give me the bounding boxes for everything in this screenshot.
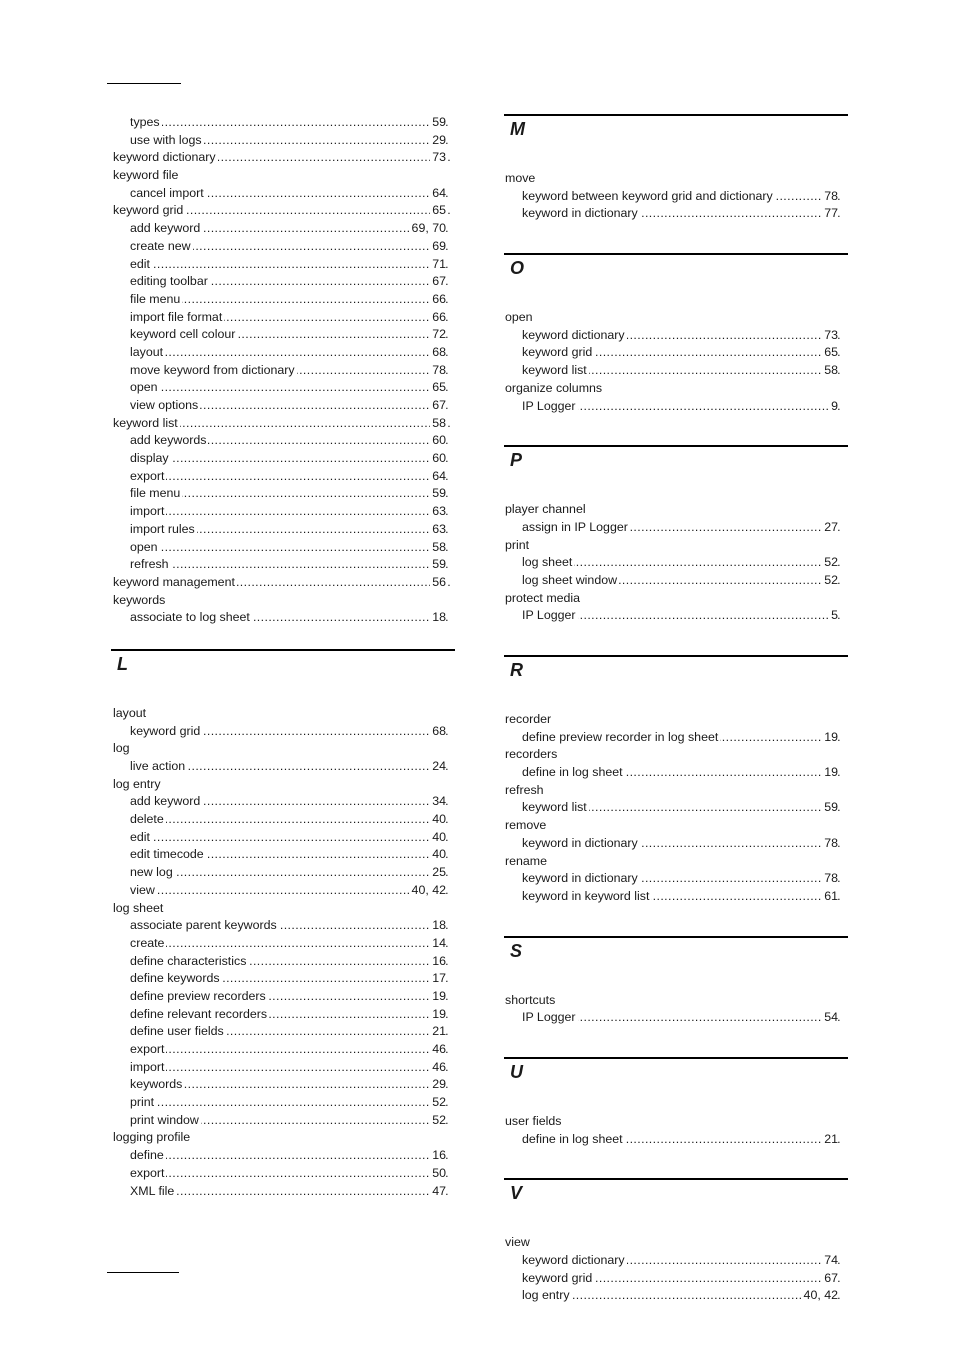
index-subentry [113, 326, 450, 344]
entry-page-number: 50 [430, 1165, 446, 1183]
entry-page-number: 21 [822, 1131, 838, 1149]
header-rule [107, 83, 181, 84]
entry-term: edit [130, 256, 150, 271]
entry-term: assign in IP Logger [522, 519, 628, 534]
entry-page-number: 18 [430, 609, 446, 627]
index-subentry [113, 1165, 450, 1183]
entry-page-number: 17 [430, 970, 446, 988]
entry-term: log sheet window [522, 572, 618, 587]
entry-term: logging profile [113, 1130, 191, 1145]
entry-term: open [130, 380, 158, 395]
index-subentry [505, 607, 842, 625]
entry-term: import [130, 504, 165, 519]
entry-page-number: 52 [822, 572, 838, 590]
index-subentry [113, 220, 450, 238]
entry-page-number: 16 [430, 953, 446, 971]
entry-term: define in log sheet [522, 765, 623, 780]
entry-page-number: 27 [822, 519, 838, 537]
entry-term: import rules [130, 521, 195, 536]
entry-page-number: 5 [829, 607, 838, 625]
entry-term: IP Logger [522, 608, 576, 623]
entry-term: keyword management [113, 574, 235, 589]
index-subentry [113, 521, 450, 539]
entry-term: refresh [505, 782, 544, 797]
index-subentry [505, 1009, 842, 1027]
index-subentry [505, 729, 842, 747]
index-subentry [113, 432, 450, 450]
index-entry [113, 592, 450, 610]
index-subentry [505, 835, 842, 853]
section-letter-heading: L [111, 649, 455, 687]
index-subentry [113, 935, 450, 953]
entry-page-number: 29 [430, 132, 446, 150]
entry-term: view [505, 1235, 530, 1250]
entry-term: view options [130, 398, 199, 412]
entry-term: types [130, 115, 160, 129]
index-subentry [113, 397, 450, 415]
index-entry [505, 1113, 842, 1131]
entry-page-number: 14 [430, 935, 446, 953]
entry-term: layout [130, 344, 164, 359]
index-subentry [113, 1147, 450, 1165]
index-subentry [113, 723, 450, 741]
entry-term: player channel [505, 502, 586, 517]
entry-term: define preview recorder in log sheet [522, 729, 719, 744]
entry-page-number: 52 [822, 554, 838, 572]
entry-term: log entry [113, 776, 161, 791]
index-subentry [505, 764, 842, 782]
entry-page-number: 21 [430, 1023, 446, 1041]
entry-term: user fields [505, 1113, 562, 1128]
index-subentry [113, 1041, 450, 1059]
index-subentry [113, 379, 450, 397]
entry-term: log sheet [522, 555, 573, 570]
index-subentry [113, 1006, 450, 1024]
index-entry [505, 380, 842, 398]
entry-page-number: 58 [430, 415, 446, 433]
section-letter-heading: P [504, 445, 848, 483]
index-subentry [505, 888, 842, 906]
entry-term: new log [130, 865, 173, 880]
entry-page-number: 78 [430, 362, 446, 380]
entry-term: keyword dictionary [522, 327, 625, 342]
entry-term: editing toolbar [130, 274, 208, 289]
index-section-u [504, 1057, 842, 1148]
entry-term: define in log sheet [522, 1131, 623, 1146]
section-letter-heading: M [504, 114, 848, 152]
entry-page-number: 18 [430, 917, 446, 935]
entry-term: keyword between keyword grid and dictionary [522, 188, 773, 203]
entry-page-number: 78 [822, 188, 838, 206]
entry-term: define user fields [130, 1024, 224, 1039]
index-subentry [505, 1131, 842, 1149]
entry-page-number: 46 [430, 1041, 446, 1059]
entry-term: edit [130, 829, 150, 844]
entry-page-number: 59 [430, 556, 446, 574]
index-entry [113, 705, 450, 723]
index-subentry [113, 1094, 450, 1112]
entry-page-number: 63 [430, 503, 446, 521]
index-subentry [113, 291, 450, 309]
index-subentry [113, 256, 450, 274]
index-subentry [113, 503, 450, 521]
entry-page-number: 78 [822, 835, 838, 853]
entry-page-number: 65 [430, 379, 446, 397]
entry-page-number: 64 [430, 185, 446, 203]
entry-page-number: 69, 70 [410, 220, 446, 238]
entry-page-number: 29 [430, 1076, 446, 1094]
entry-term: export [130, 468, 165, 483]
section-letter-heading: S [504, 936, 848, 974]
index-subentry [505, 1270, 842, 1288]
index-entry [505, 817, 842, 835]
entry-page-number: 59 [822, 799, 838, 817]
index-subentry [113, 556, 450, 574]
entry-term: log sheet [113, 900, 164, 915]
entry-term: keywords [113, 592, 166, 607]
entry-term: use with logs [130, 132, 202, 147]
index-subentry [505, 554, 842, 572]
entry-term: keyword dictionary [113, 150, 216, 165]
entry-term: define relevant recorders [130, 1006, 268, 1021]
entry-page-number: 40, 42 [802, 1287, 838, 1305]
entry-page-number: 40 [430, 829, 446, 847]
entry-page-number: 40 [430, 811, 446, 829]
entry-term: keyword in keyword list [522, 888, 650, 903]
entry-term: keyword grid [522, 1270, 593, 1285]
entry-page-number: 61 [822, 888, 838, 906]
section-letter-heading: R [504, 655, 848, 693]
entry-term: associate parent keywords [130, 918, 277, 933]
entry-term: file menu [130, 486, 181, 501]
entry-term: keyword grid [113, 203, 184, 218]
index-subentry [113, 485, 450, 503]
index-subentry [113, 114, 450, 132]
entry-term: log [113, 741, 130, 756]
index-subentry [113, 811, 450, 829]
index-entry [113, 149, 450, 167]
entry-term: rename [505, 853, 548, 868]
entry-term: open [505, 310, 533, 325]
entry-page-number: 34 [430, 793, 446, 811]
index-subentry [113, 793, 450, 811]
entry-term: keyword in dictionary [522, 871, 638, 886]
entry-page-number: 67 [822, 1270, 838, 1288]
entry-page-number: 74 [822, 1252, 838, 1270]
index-left-column [113, 114, 450, 1200]
entry-page-number: 9 [829, 398, 838, 416]
entry-term: print window [130, 1112, 199, 1127]
index-entry [113, 574, 450, 592]
entry-page-number: 67 [430, 273, 446, 291]
index-entry [505, 309, 842, 327]
entry-term: associate to log sheet [130, 610, 250, 625]
index-subentry [113, 953, 450, 971]
index-subentry [113, 362, 450, 380]
entry-term: recorder [505, 712, 552, 726]
index-subentry [113, 273, 450, 291]
index-subentry [113, 758, 450, 776]
entry-page-number: 24 [430, 758, 446, 776]
entry-page-number: 72 [430, 326, 446, 344]
entry-term: add keyword [130, 221, 201, 236]
index-right-column [505, 114, 842, 1305]
entry-term: print [130, 1095, 155, 1110]
entry-page-number: 58 [822, 362, 838, 380]
entry-term: keyword in dictionary [522, 835, 638, 850]
index-subentry [505, 1252, 842, 1270]
index-entry [113, 740, 450, 758]
entry-term: layout [113, 705, 147, 720]
index-section-m [504, 114, 842, 223]
entry-page-number: 63 [430, 521, 446, 539]
index-subentry [505, 519, 842, 537]
entry-page-number: 60 [430, 450, 446, 468]
entry-term: IP Logger [522, 1010, 576, 1025]
entry-page-number: 19 [430, 1006, 446, 1024]
entry-term: keywords [130, 1077, 183, 1092]
entry-page-number: 19 [822, 729, 838, 747]
index-subentry [505, 398, 842, 416]
entry-page-number: 59 [430, 485, 446, 503]
index-subentry [113, 132, 450, 150]
entry-page-number: 77 [822, 205, 838, 223]
index-subentry [113, 917, 450, 935]
entry-page-number: 47 [430, 1183, 446, 1201]
index-entry [505, 782, 842, 800]
index-section-p [504, 445, 842, 625]
index-subentry [113, 185, 450, 203]
index-entry [505, 537, 842, 555]
entry-page-number: 19 [430, 988, 446, 1006]
index-subentry [505, 362, 842, 380]
entry-term: refresh [130, 557, 169, 572]
index-entry [505, 501, 842, 519]
entry-page-number: 65 [430, 202, 446, 220]
index-subentry [113, 988, 450, 1006]
index-subentry [113, 468, 450, 486]
index-entry [505, 170, 842, 188]
entry-page-number: 68 [430, 723, 446, 741]
entry-term: display [130, 451, 169, 466]
index-subentry [505, 205, 842, 223]
entry-page-number: 46 [430, 1059, 446, 1077]
entry-term: live action [130, 759, 186, 773]
index-entry [113, 900, 450, 918]
index-section-o [504, 253, 842, 415]
index-subentry [113, 1112, 450, 1130]
index-subentry [113, 539, 450, 557]
entry-term: organize columns [505, 380, 603, 395]
entry-term: cancel import [130, 185, 204, 200]
entry-term: keyword dictionary [522, 1253, 625, 1267]
entry-term: recorders [505, 747, 558, 762]
index-subentry [505, 188, 842, 206]
entry-page-number: 68 [430, 344, 446, 362]
entry-page-number: 54 [822, 1009, 838, 1027]
index-subentry [113, 864, 450, 882]
index-subentry [113, 1183, 450, 1201]
index-subentry [505, 1287, 842, 1305]
index-section-s [504, 936, 842, 1027]
entry-page-number: 69 [430, 238, 446, 256]
index-entry [113, 202, 450, 220]
section-letter-heading: V [504, 1178, 848, 1216]
index-subentry [113, 309, 450, 327]
index-entry [113, 1129, 450, 1147]
entry-term: add keyword [130, 794, 201, 809]
index-entry [505, 711, 842, 729]
index-subentry [113, 238, 450, 256]
footer-rule [107, 1272, 179, 1273]
entry-term: log entry [522, 1288, 570, 1303]
entry-term: create [130, 935, 165, 950]
index-subentry [113, 829, 450, 847]
entry-page-number: 25 [430, 864, 446, 882]
entry-page-number: 67 [430, 397, 446, 415]
entry-term: define [130, 1148, 164, 1163]
entry-term: export [130, 1042, 165, 1056]
entry-term: keyword list [522, 363, 587, 378]
entry-page-number: 73 [430, 149, 446, 167]
entry-term: define characteristics [130, 953, 247, 968]
entry-term: IP Logger [522, 398, 576, 413]
entry-term: file menu [130, 291, 181, 306]
section-letter-heading: U [504, 1057, 848, 1095]
entry-term: view [130, 882, 155, 897]
entry-term: import file format [130, 309, 223, 324]
index-subentry [113, 846, 450, 864]
entry-term: move [505, 171, 536, 185]
entry-term: print [505, 537, 530, 552]
index-subentry [505, 870, 842, 888]
entry-page-number: 71 [430, 256, 446, 274]
entry-term: keyword grid [522, 345, 593, 360]
index-entry [505, 590, 842, 608]
index-entry [505, 992, 842, 1010]
entry-term: shortcuts [505, 992, 556, 1007]
index-subentry [505, 327, 842, 345]
index-subentry [113, 344, 450, 362]
entry-term: XML file [130, 1183, 175, 1198]
entry-term: define preview recorders [130, 988, 266, 1003]
entry-page-number: 73 [822, 327, 838, 345]
index-subentry [505, 572, 842, 590]
index-entry [505, 746, 842, 764]
entry-page-number: 40 [430, 846, 446, 864]
index-section-l [111, 649, 450, 1200]
entry-term: keyword in dictionary [522, 206, 638, 221]
entry-page-number: 40, 42 [410, 882, 446, 900]
entry-term: import [130, 1059, 165, 1074]
entry-page-number: 58 [430, 539, 446, 557]
entry-page-number: 52 [430, 1112, 446, 1130]
entry-term: open [130, 539, 158, 554]
entry-term: remove [505, 818, 547, 833]
entry-page-number: 56 [430, 574, 446, 592]
entry-term: keyword cell colour [130, 327, 236, 342]
section-letter-heading: O [504, 253, 848, 291]
entry-page-number: 16 [430, 1147, 446, 1165]
index-entry [505, 1234, 842, 1252]
entry-term: keyword list [113, 415, 178, 430]
index-entry [505, 853, 842, 871]
index-section-r [504, 655, 842, 906]
index-subentry [505, 799, 842, 817]
index-subentry [113, 609, 450, 627]
entry-page-number: 52 [430, 1094, 446, 1112]
entry-page-number: 59 [430, 114, 446, 132]
entry-page-number: 66 [430, 309, 446, 327]
entry-term: edit timecode [130, 847, 204, 862]
entry-term: keyword file [113, 168, 179, 183]
entry-page-number: 60 [430, 432, 446, 450]
index-subentry [113, 1023, 450, 1041]
entry-page-number: 66 [430, 291, 446, 309]
index-entry [113, 415, 450, 433]
entry-term: keyword grid [130, 723, 201, 738]
index-subentry [113, 1076, 450, 1094]
entry-term: delete [130, 812, 164, 827]
entry-term: add keywords [130, 433, 207, 448]
entry-page-number: 19 [822, 764, 838, 782]
entry-page-number: 64 [430, 468, 446, 486]
index-subentry [113, 970, 450, 988]
index-subentry [113, 1059, 450, 1077]
entry-page-number: 78 [822, 870, 838, 888]
entry-term: export [130, 1165, 165, 1180]
entry-term: move keyword from dictionary [130, 362, 295, 377]
entry-page-number: 65 [822, 344, 838, 362]
index-subentry [113, 882, 450, 900]
index-subentry [505, 344, 842, 362]
index-entry [113, 776, 450, 794]
entry-term: define keywords [130, 971, 220, 986]
index-section-v [504, 1178, 842, 1305]
entry-term: keyword list [522, 800, 587, 815]
index-entry [113, 167, 450, 185]
entry-term: create new [130, 238, 191, 253]
index-subentry [113, 450, 450, 468]
entry-term: protect media [505, 590, 581, 605]
